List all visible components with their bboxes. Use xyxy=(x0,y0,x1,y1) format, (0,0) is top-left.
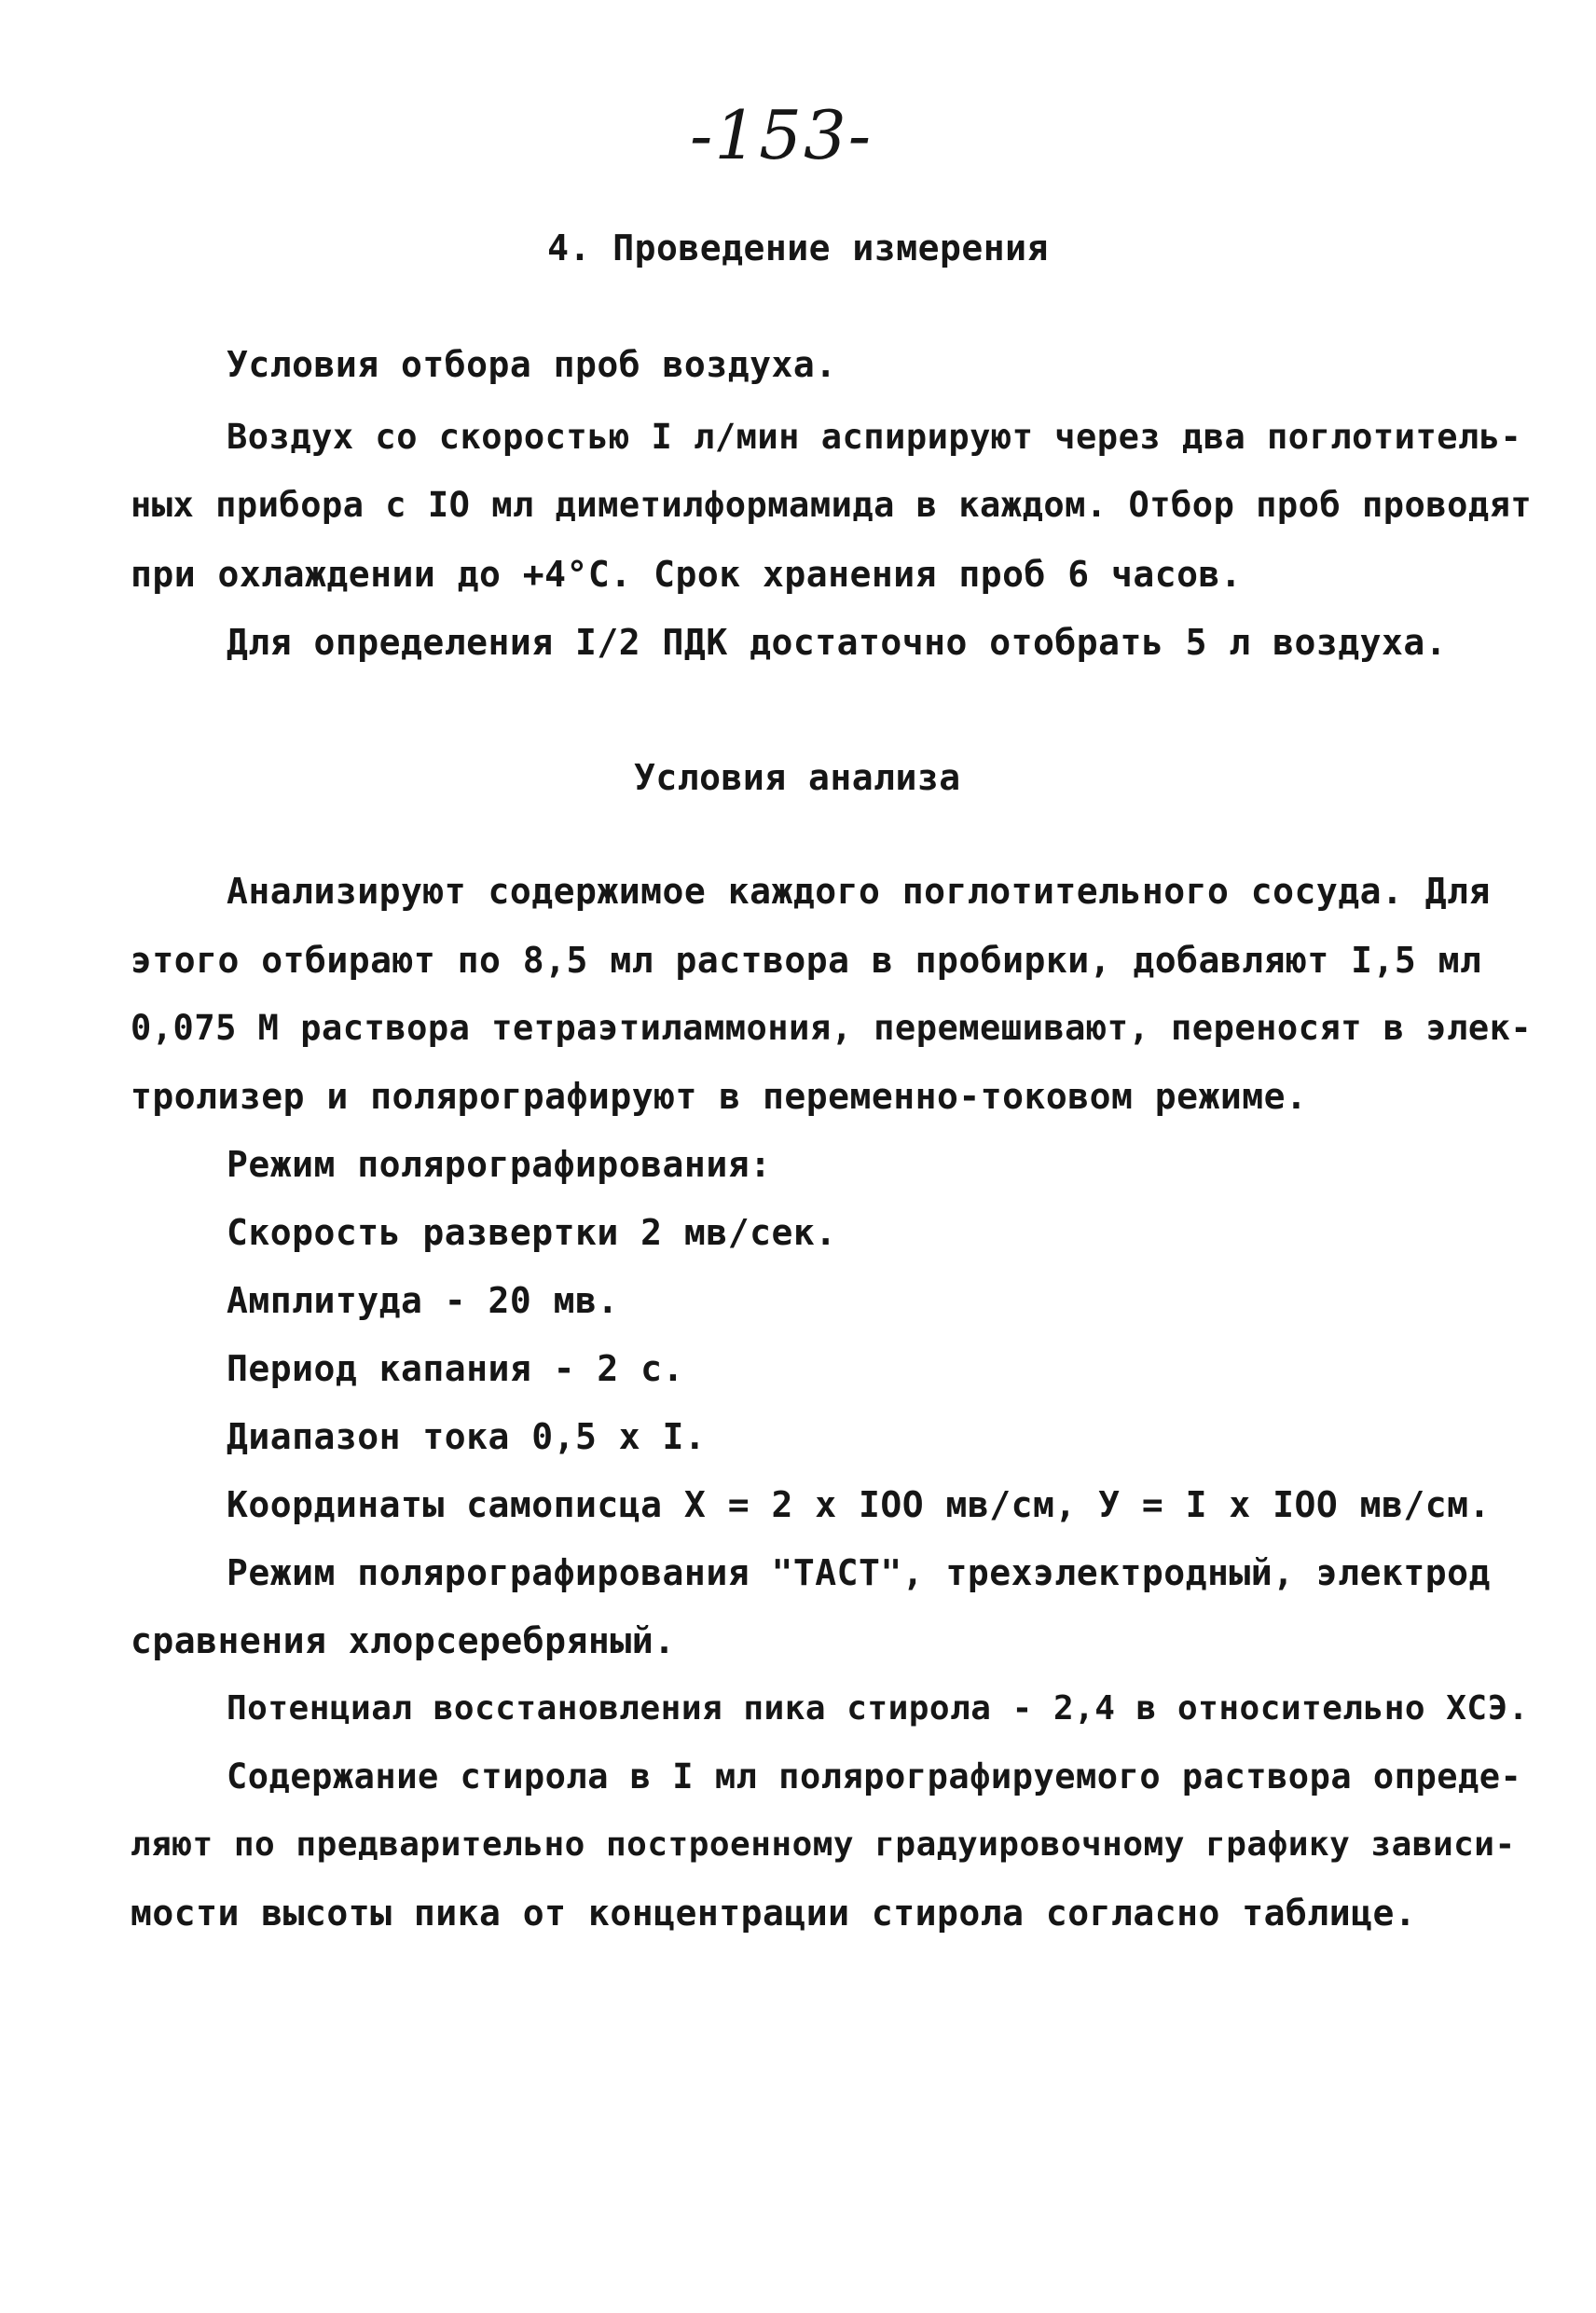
analysis-line: Потенциал восстановления пика стирола - 2,4 в относительно ХСЭ. xyxy=(227,1689,1529,1728)
sampling-line: Воздух со скоростью I л/мин аспирируют через два поглотитель- xyxy=(227,417,1522,457)
analysis-line: Содержание стирола в I мл полярографируемого раствора опреде- xyxy=(227,1756,1522,1797)
analysis-line: мости высоты пика от концентрации стирола согласно таблице. xyxy=(131,1893,1417,1934)
analysis-line: ляют по предварительно построенному градуировочному графику зависи- xyxy=(131,1825,1516,1864)
analysis-line: Анализируют содержимое каждого поглотительного сосуда. Для xyxy=(227,871,1491,912)
analysis-line: 0,075 М раствора тетраэтиламмония, перемешивают, переносят в элек- xyxy=(131,1008,1533,1048)
sampling-title: Условия отбора проб воздуха. xyxy=(227,344,837,385)
analysis-line: Координаты самописца X = 2 x IOO мв/см, У = I x IOO мв/см. xyxy=(227,1484,1491,1525)
sampling-line: ных прибора с IO мл диметилформамида в каждом. Отбор проб проводят xyxy=(131,485,1533,525)
analysis-line: тролизер и полярографируют в переменно-токовом режиме. xyxy=(131,1076,1308,1117)
analysis-line: Период капания - 2 с. xyxy=(227,1348,684,1389)
analysis-line: Диапазон тока 0,5 x I. xyxy=(227,1416,707,1457)
analysis-line: Скорость развертки 2 мв/сек. xyxy=(227,1212,837,1253)
analysis-title: Условия анализа xyxy=(634,757,961,798)
analysis-line: Режим полярографирования "ТАСТ", трехэлектродный, электрод xyxy=(227,1552,1491,1593)
section-heading: 4. Проведение измерения xyxy=(547,227,1049,268)
analysis-line: Амплитуда - 20 мв. xyxy=(227,1280,619,1321)
sampling-line: при охлаждении до +4°C. Срок хранения проб 6 часов. xyxy=(131,554,1243,595)
analysis-line: этого отбирают по 8,5 мл раствора в пробирки, добавляют I,5 мл xyxy=(131,940,1482,981)
analysis-line: Режим полярографирования: xyxy=(227,1144,772,1185)
page-number: -153- xyxy=(690,96,874,174)
sampling-line: Для определения I/2 ПДК достаточно отобрать 5 л воздуха. xyxy=(227,622,1448,663)
analysis-line: сравнения хлорсеребряный. xyxy=(131,1620,676,1661)
